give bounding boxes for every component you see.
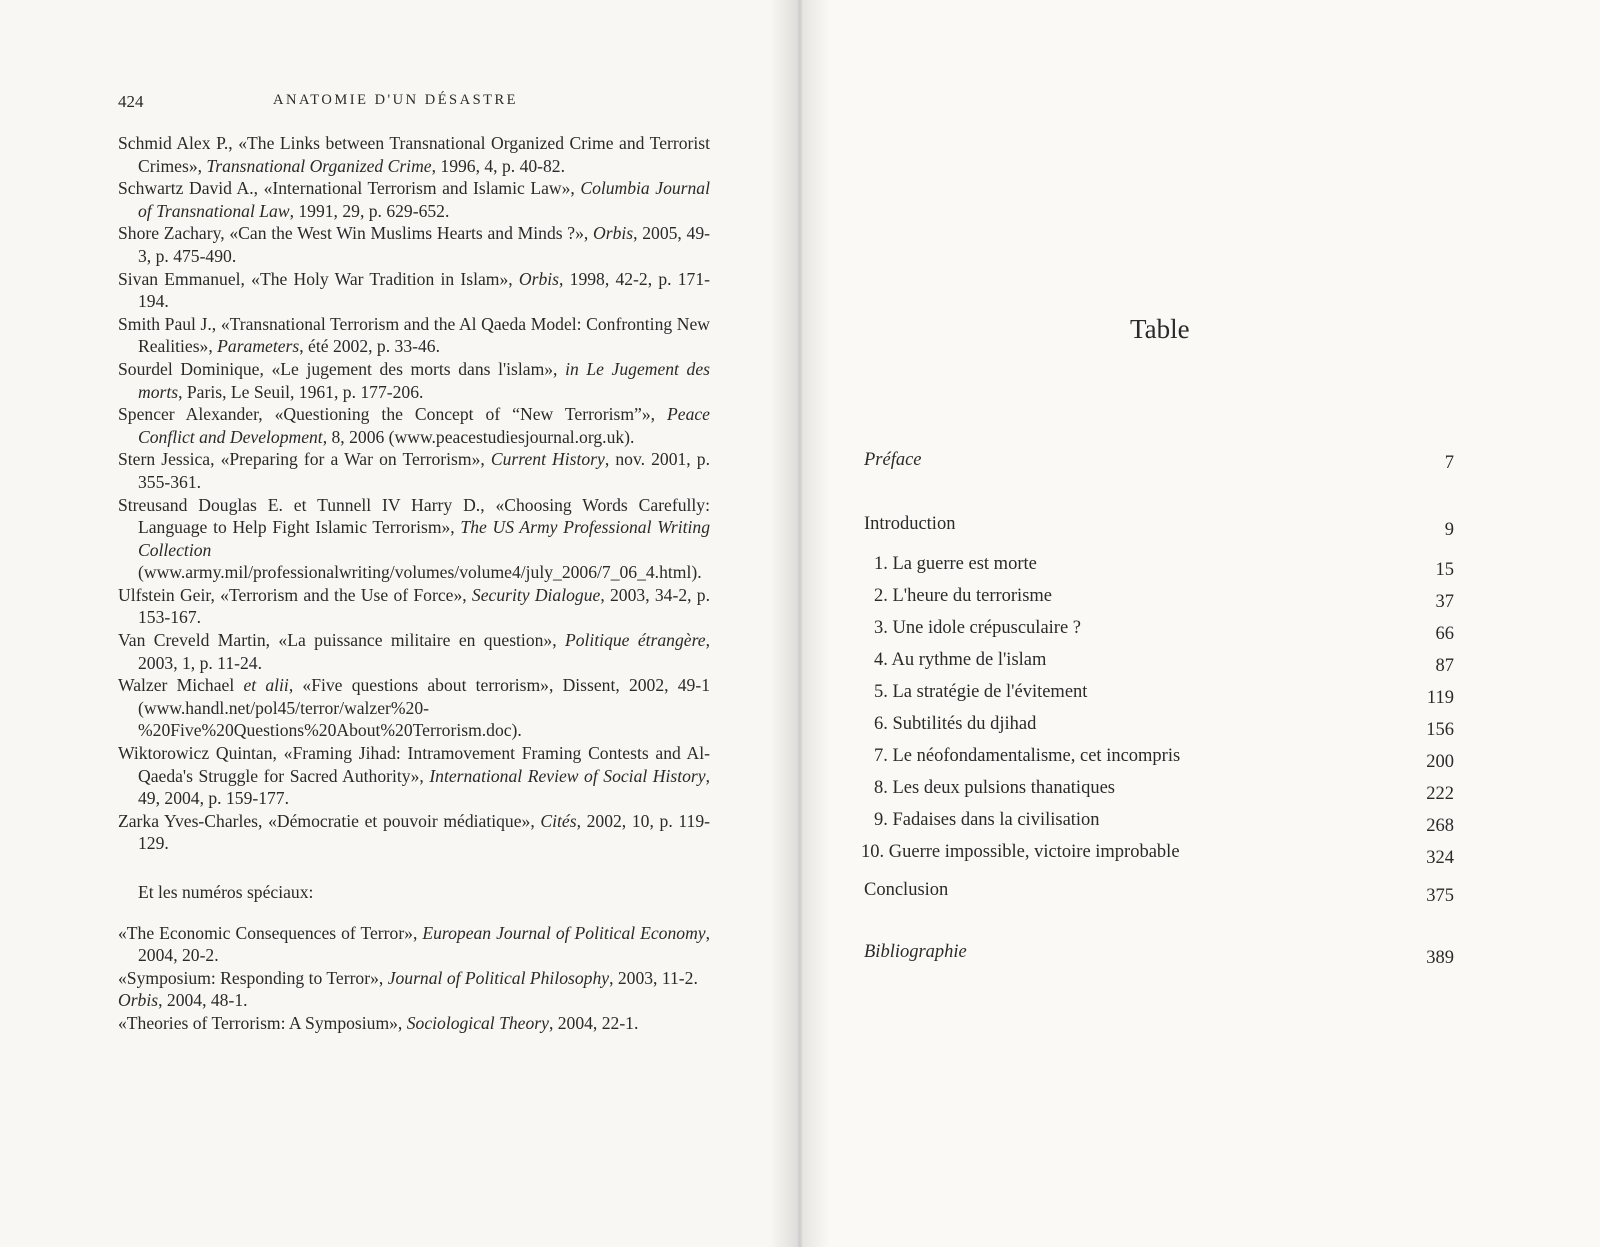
entry-italic-title: Orbis bbox=[518, 268, 560, 289]
toc-label: Préface bbox=[864, 450, 922, 470]
entry-text: «Theories of Terrorism: A Symposium», bbox=[118, 1012, 407, 1033]
bibliography-entry bbox=[118, 268, 710, 313]
entry-text: Wiktorowicz Quintan, «Framing Jihad: Intramovement Framing Contests and Al-Qaeda's Struggle for Sacred Authority», bbox=[118, 743, 710, 786]
entry-text: , 1991, 29, p. 629-652. bbox=[289, 200, 450, 221]
entry-italic-title: The US Army Professional Writing Collection bbox=[138, 517, 710, 560]
entry-text: , 2003, 34-2, p. 153-167. bbox=[138, 584, 710, 628]
entry-text: , Paris, Le Seuil, 1961, p. 177-206. bbox=[178, 381, 424, 402]
toc-label: 3. Une idole crépusculaire ? bbox=[874, 618, 1082, 638]
bibliography-entry bbox=[118, 967, 710, 990]
entry-italic-title: International Review of Social History bbox=[429, 765, 706, 786]
entry-text: Shore Zachary, «Can the West Win Muslims Hearts and Minds ?», bbox=[118, 223, 594, 244]
bibliography-entry bbox=[118, 177, 710, 222]
entry-text: , été 2002, p. 33-46. bbox=[299, 336, 440, 357]
bibliography-entry bbox=[118, 922, 710, 967]
entry-text: Zarka Yves-Charles, «Démocratie et pouvoir médiatique», bbox=[118, 810, 541, 831]
book-gutter bbox=[770, 0, 830, 1247]
entry-italic-title: et alii bbox=[243, 675, 289, 696]
entry-italic-title: Current History bbox=[490, 449, 605, 470]
entry-text: «Symposium: Responding to Terror», bbox=[118, 967, 388, 988]
toc-label: 10. Guerre impossible, victoire improbable bbox=[861, 842, 1180, 862]
entry-italic-title: Transnational Organized Crime bbox=[206, 155, 432, 176]
toc-label: Introduction bbox=[864, 514, 956, 534]
bibliography-entry bbox=[118, 674, 710, 742]
bibliography-entry bbox=[118, 742, 710, 810]
bibliography-entry bbox=[118, 494, 710, 584]
running-title: ANATOMIE D'UN DÉSASTRE bbox=[273, 92, 519, 108]
bibliography-entry bbox=[118, 584, 710, 629]
toc-page-number: 389 bbox=[1426, 948, 1454, 968]
entry-italic-title: Politique étrangère bbox=[564, 630, 706, 651]
entry-text: (www.army.mil/professionalwriting/volumes/volume4/july_2006/7_06_4.html). bbox=[138, 562, 702, 583]
toc-page-number: 15 bbox=[1435, 560, 1454, 580]
bibliography-entry bbox=[118, 989, 710, 1012]
toc-page-number: 87 bbox=[1435, 656, 1454, 676]
entry-italic-title: in Le Jugement des morts bbox=[138, 358, 711, 402]
entry-text: Van Creveld Martin, «La puissance militaire en question», bbox=[118, 630, 565, 651]
entry-text: Schwartz David A., «International Terrorism and Islamic Law», bbox=[118, 178, 581, 199]
toc-label: 7. Le néofondamentalisme, cet incompris bbox=[874, 746, 1181, 766]
entry-text: , 8, 2006 (www.peacestudiesjournal.org.uk). bbox=[322, 426, 635, 447]
entry-text: , 2003, 1, p. 11-24. bbox=[138, 630, 710, 673]
bibliography-entry bbox=[118, 1012, 710, 1035]
entry-italic-title: European Journal of Political Economy bbox=[422, 922, 706, 943]
page-number: 424 bbox=[118, 92, 144, 111]
entry-italic-title: Orbis bbox=[118, 990, 159, 1011]
bibliography-entry bbox=[118, 403, 710, 448]
entry-italic-title: Journal of Political Philosophy bbox=[387, 967, 610, 988]
entry-text: , 2002, 10, p. 119-129. bbox=[138, 810, 710, 854]
toc-label: 9. Fadaises dans la civilisation bbox=[874, 810, 1100, 830]
entry-italic-title: Columbia Journal of Transnational Law bbox=[138, 178, 710, 221]
bibliography-entry bbox=[118, 810, 710, 855]
toc-label: 5. La stratégie de l'évitement bbox=[874, 682, 1088, 702]
entry-italic-title: Cités bbox=[540, 810, 577, 831]
entry-italic-title: Security Dialogue bbox=[471, 584, 601, 605]
entry-text: Schmid Alex P., «The Links between Transnational Organized Crime and Terrorist Crimes», bbox=[118, 133, 710, 176]
entry-italic-title: Orbis bbox=[593, 223, 634, 244]
entry-text: Sivan Emmanuel, «The Holy War Tradition in Islam», bbox=[118, 268, 519, 289]
toc-label: 2. L'heure du terrorisme bbox=[874, 586, 1052, 606]
entry-italic-title: Sociological Theory bbox=[406, 1012, 549, 1033]
toc-page-number: 9 bbox=[1444, 520, 1454, 540]
bibliography-entry bbox=[118, 132, 710, 177]
toc-label: 4. Au rythme de l'islam bbox=[874, 650, 1047, 670]
entry-text: , nov. 2001, p. 355-361. bbox=[138, 449, 710, 492]
entry-text: , 2003, 11-2. bbox=[609, 967, 698, 988]
entry-text: , 2005, 49-3, p. 475-490. bbox=[138, 223, 710, 266]
table-of-contents-title: Table bbox=[1130, 314, 1190, 344]
toc-page-number: 200 bbox=[1426, 752, 1454, 772]
bibliography-entry bbox=[118, 448, 710, 493]
toc-page-number: 156 bbox=[1426, 720, 1454, 740]
entry-text: Walzer Michael bbox=[118, 675, 244, 696]
entry-text: Ulfstein Geir, «Terrorism and the Use of Force», bbox=[118, 584, 472, 605]
entry-text: , «Five questions about terrorism», Dissent, 2002, 49-1 (www.handl.net/pol45/terror/walzer%20-%20Five%20Questions%20About%20Terrorism.doc). bbox=[138, 675, 710, 741]
toc-label: Conclusion bbox=[864, 880, 949, 900]
bibliography-entry bbox=[118, 313, 710, 358]
entry-text: Smith Paul J., «Transnational Terrorism and the Al Qaeda Model: Confronting New Realities», bbox=[118, 313, 710, 357]
toc-page-number: 7 bbox=[1444, 453, 1454, 473]
entry-text: , 2004, 20-2. bbox=[138, 922, 710, 966]
toc-page-number: 375 bbox=[1426, 886, 1454, 906]
toc-page-number: 268 bbox=[1426, 816, 1454, 836]
bibliography-list bbox=[118, 132, 710, 1035]
toc-label: 6. Subtilités du djihad bbox=[874, 714, 1037, 734]
entry-text: Sourdel Dominique, «Le jugement des morts dans l'islam», bbox=[118, 358, 566, 379]
toc-page-number: 324 bbox=[1426, 848, 1454, 868]
toc-page-number: 37 bbox=[1435, 592, 1454, 612]
entry-text: Spencer Alexander, «Questioning the Concept of “New Terrorism”», bbox=[118, 404, 668, 425]
toc-label: 1. La guerre est morte bbox=[874, 554, 1037, 574]
entry-text: , 2004, 48-1. bbox=[158, 990, 248, 1011]
entry-text: Streusand Douglas E. et Tunnell IV Harry D., «Choosing Words Carefully: Language to Help Fight Islamic Terrorism», bbox=[118, 494, 710, 538]
entry-text: , 1998, 42-2, p. 171-194. bbox=[138, 268, 711, 312]
special-issues-heading: Et les numéros spéciaux: bbox=[138, 882, 314, 902]
entry-text: , 49, 2004, p. 159-177. bbox=[138, 765, 710, 809]
toc-page-number: 222 bbox=[1426, 784, 1454, 804]
entry-italic-title: Peace Conflict and Development bbox=[138, 404, 710, 447]
bibliography-entry bbox=[118, 222, 710, 267]
toc-label: 8. Les deux pulsions thanatiques bbox=[874, 778, 1115, 798]
entry-text: , 2004, 22-1. bbox=[548, 1012, 639, 1033]
entry-italic-title: Parameters bbox=[217, 336, 300, 357]
toc-page-number: 66 bbox=[1435, 624, 1454, 644]
entry-text: Stern Jessica, «Preparing for a War on Terrorism», bbox=[118, 449, 491, 470]
toc-label: Bibliographie bbox=[864, 942, 967, 962]
toc-page-number: 119 bbox=[1426, 688, 1454, 708]
entry-text: «The Economic Consequences of Terror», bbox=[118, 922, 423, 943]
entry-text: , 1996, 4, p. 40-82. bbox=[431, 155, 566, 176]
bibliography-entry bbox=[118, 629, 710, 674]
bibliography-entry bbox=[118, 358, 710, 403]
